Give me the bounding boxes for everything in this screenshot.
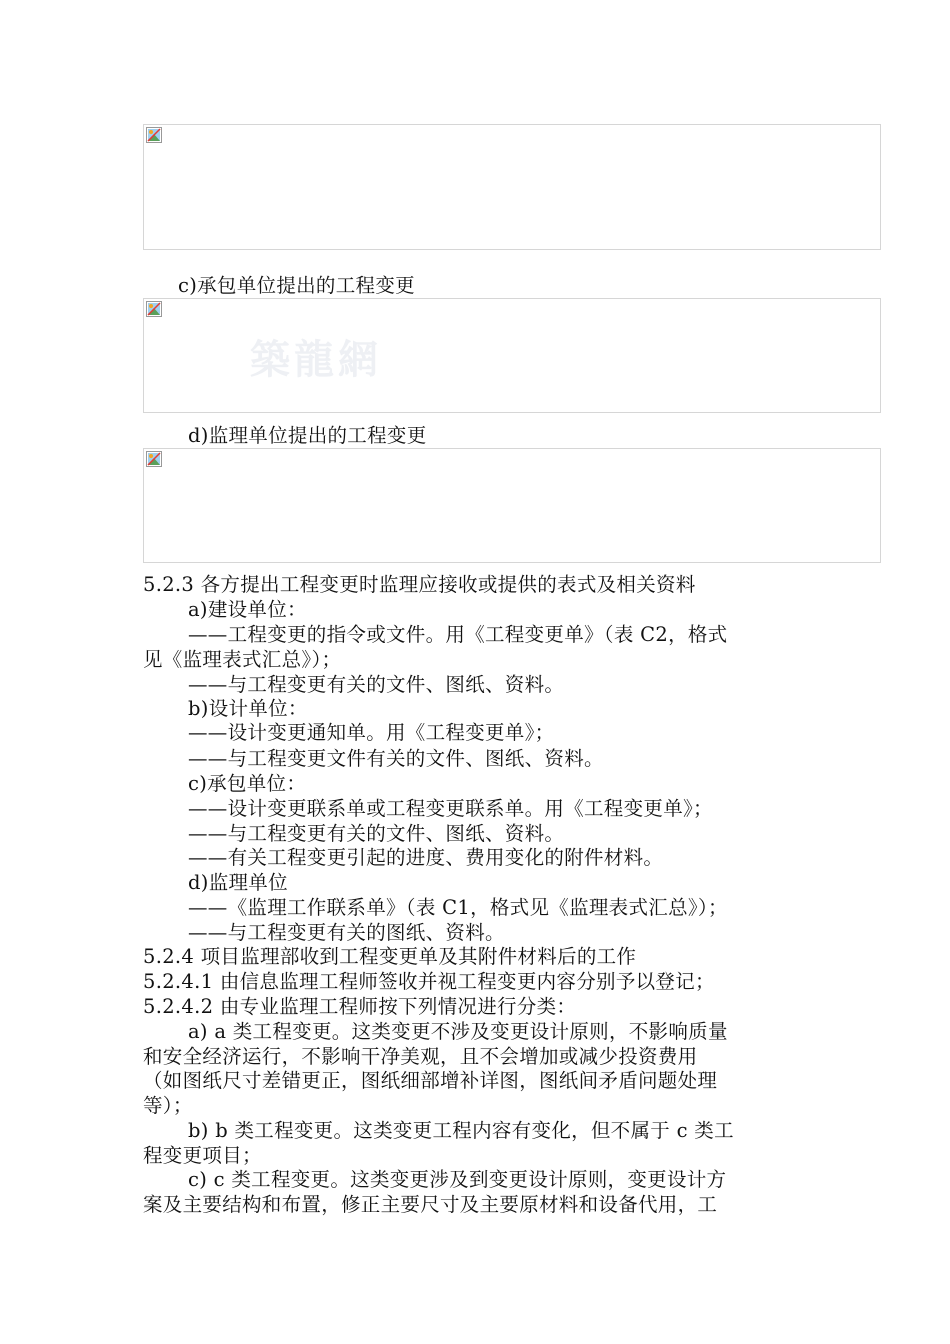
text-line: c)承包单位： <box>188 772 307 795</box>
image-placeholder-3 <box>143 448 881 563</box>
text-line: 案及主要结构和布置，修正主要尺寸及主要原材料和设备代用，工 <box>143 1193 718 1216</box>
text-line: 见《监理表式汇总》）； <box>143 648 342 671</box>
text-line: （如图纸尺寸差错更正，图纸细部增补详图，图纸间矛盾问题处理 <box>143 1069 718 1092</box>
text-line: c) c 类工程变更。这类变更涉及到变更设计原则，变更设计方 <box>188 1168 727 1191</box>
broken-image-icon <box>146 451 162 467</box>
text-line: ——有关工程变更引起的进度、费用变化的附件材料。 <box>188 846 664 869</box>
text-line: 和安全经济运行，不影响干净美观，且不会增加或减少投资费用 <box>143 1045 698 1068</box>
broken-image-icon <box>146 301 162 317</box>
caption-d: d)监理单位提出的工程变更 <box>188 424 427 447</box>
text-line: ——设计变更通知单。用《工程变更单》； <box>188 721 555 744</box>
heading-5-2-4-2: 5.2.4.2 由专业监理工程师按下列情况进行分类： <box>143 995 577 1018</box>
text-line: ——与工程变更文件有关的文件、图纸、资料。 <box>188 747 604 770</box>
caption-c: c)承包单位提出的工程变更 <box>178 274 415 297</box>
image-placeholder-1 <box>143 124 881 250</box>
text-line: ——工程变更的指令或文件。用《工程变更单》（表 C2，格式 <box>188 623 728 646</box>
text-line: ——与工程变更有关的文件、图纸、资料。 <box>188 822 565 845</box>
text-line: 程变更项目； <box>143 1144 262 1167</box>
text-line: ——设计变更联系单或工程变更联系单。用《工程变更单》； <box>188 797 713 820</box>
watermark: 築龍網 <box>250 336 382 383</box>
heading-5-2-4: 5.2.4 项目监理部收到工程变更单及其附件材料后的工作 <box>143 945 637 968</box>
text-line: ——与工程变更有关的文件、图纸、资料。 <box>188 673 565 696</box>
text-line: 等）； <box>143 1094 193 1117</box>
text-line: a)建设单位： <box>188 598 307 621</box>
text-line: ——《监理工作联系单》（表 C1，格式见《监理表式汇总》）； <box>188 896 728 919</box>
broken-image-icon <box>146 127 162 143</box>
text-line: d)监理单位 <box>188 871 288 894</box>
text-line: a) a 类工程变更。这类变更不涉及变更设计原则，不影响质量 <box>188 1020 728 1043</box>
heading-5-2-4-1: 5.2.4.1 由信息监理工程师签收并视工程变更内容分别予以登记； <box>143 970 715 993</box>
heading-5-2-3: 5.2.3 各方提出工程变更时监理应接收或提供的表式及相关资料 <box>143 573 696 596</box>
text-line: b)设计单位： <box>188 697 308 720</box>
text-line: b) b 类工程变更。这类变更工程内容有变化，但不属于 c 类工 <box>188 1119 734 1142</box>
text-line: ——与工程变更有关的图纸、资料。 <box>188 921 505 944</box>
